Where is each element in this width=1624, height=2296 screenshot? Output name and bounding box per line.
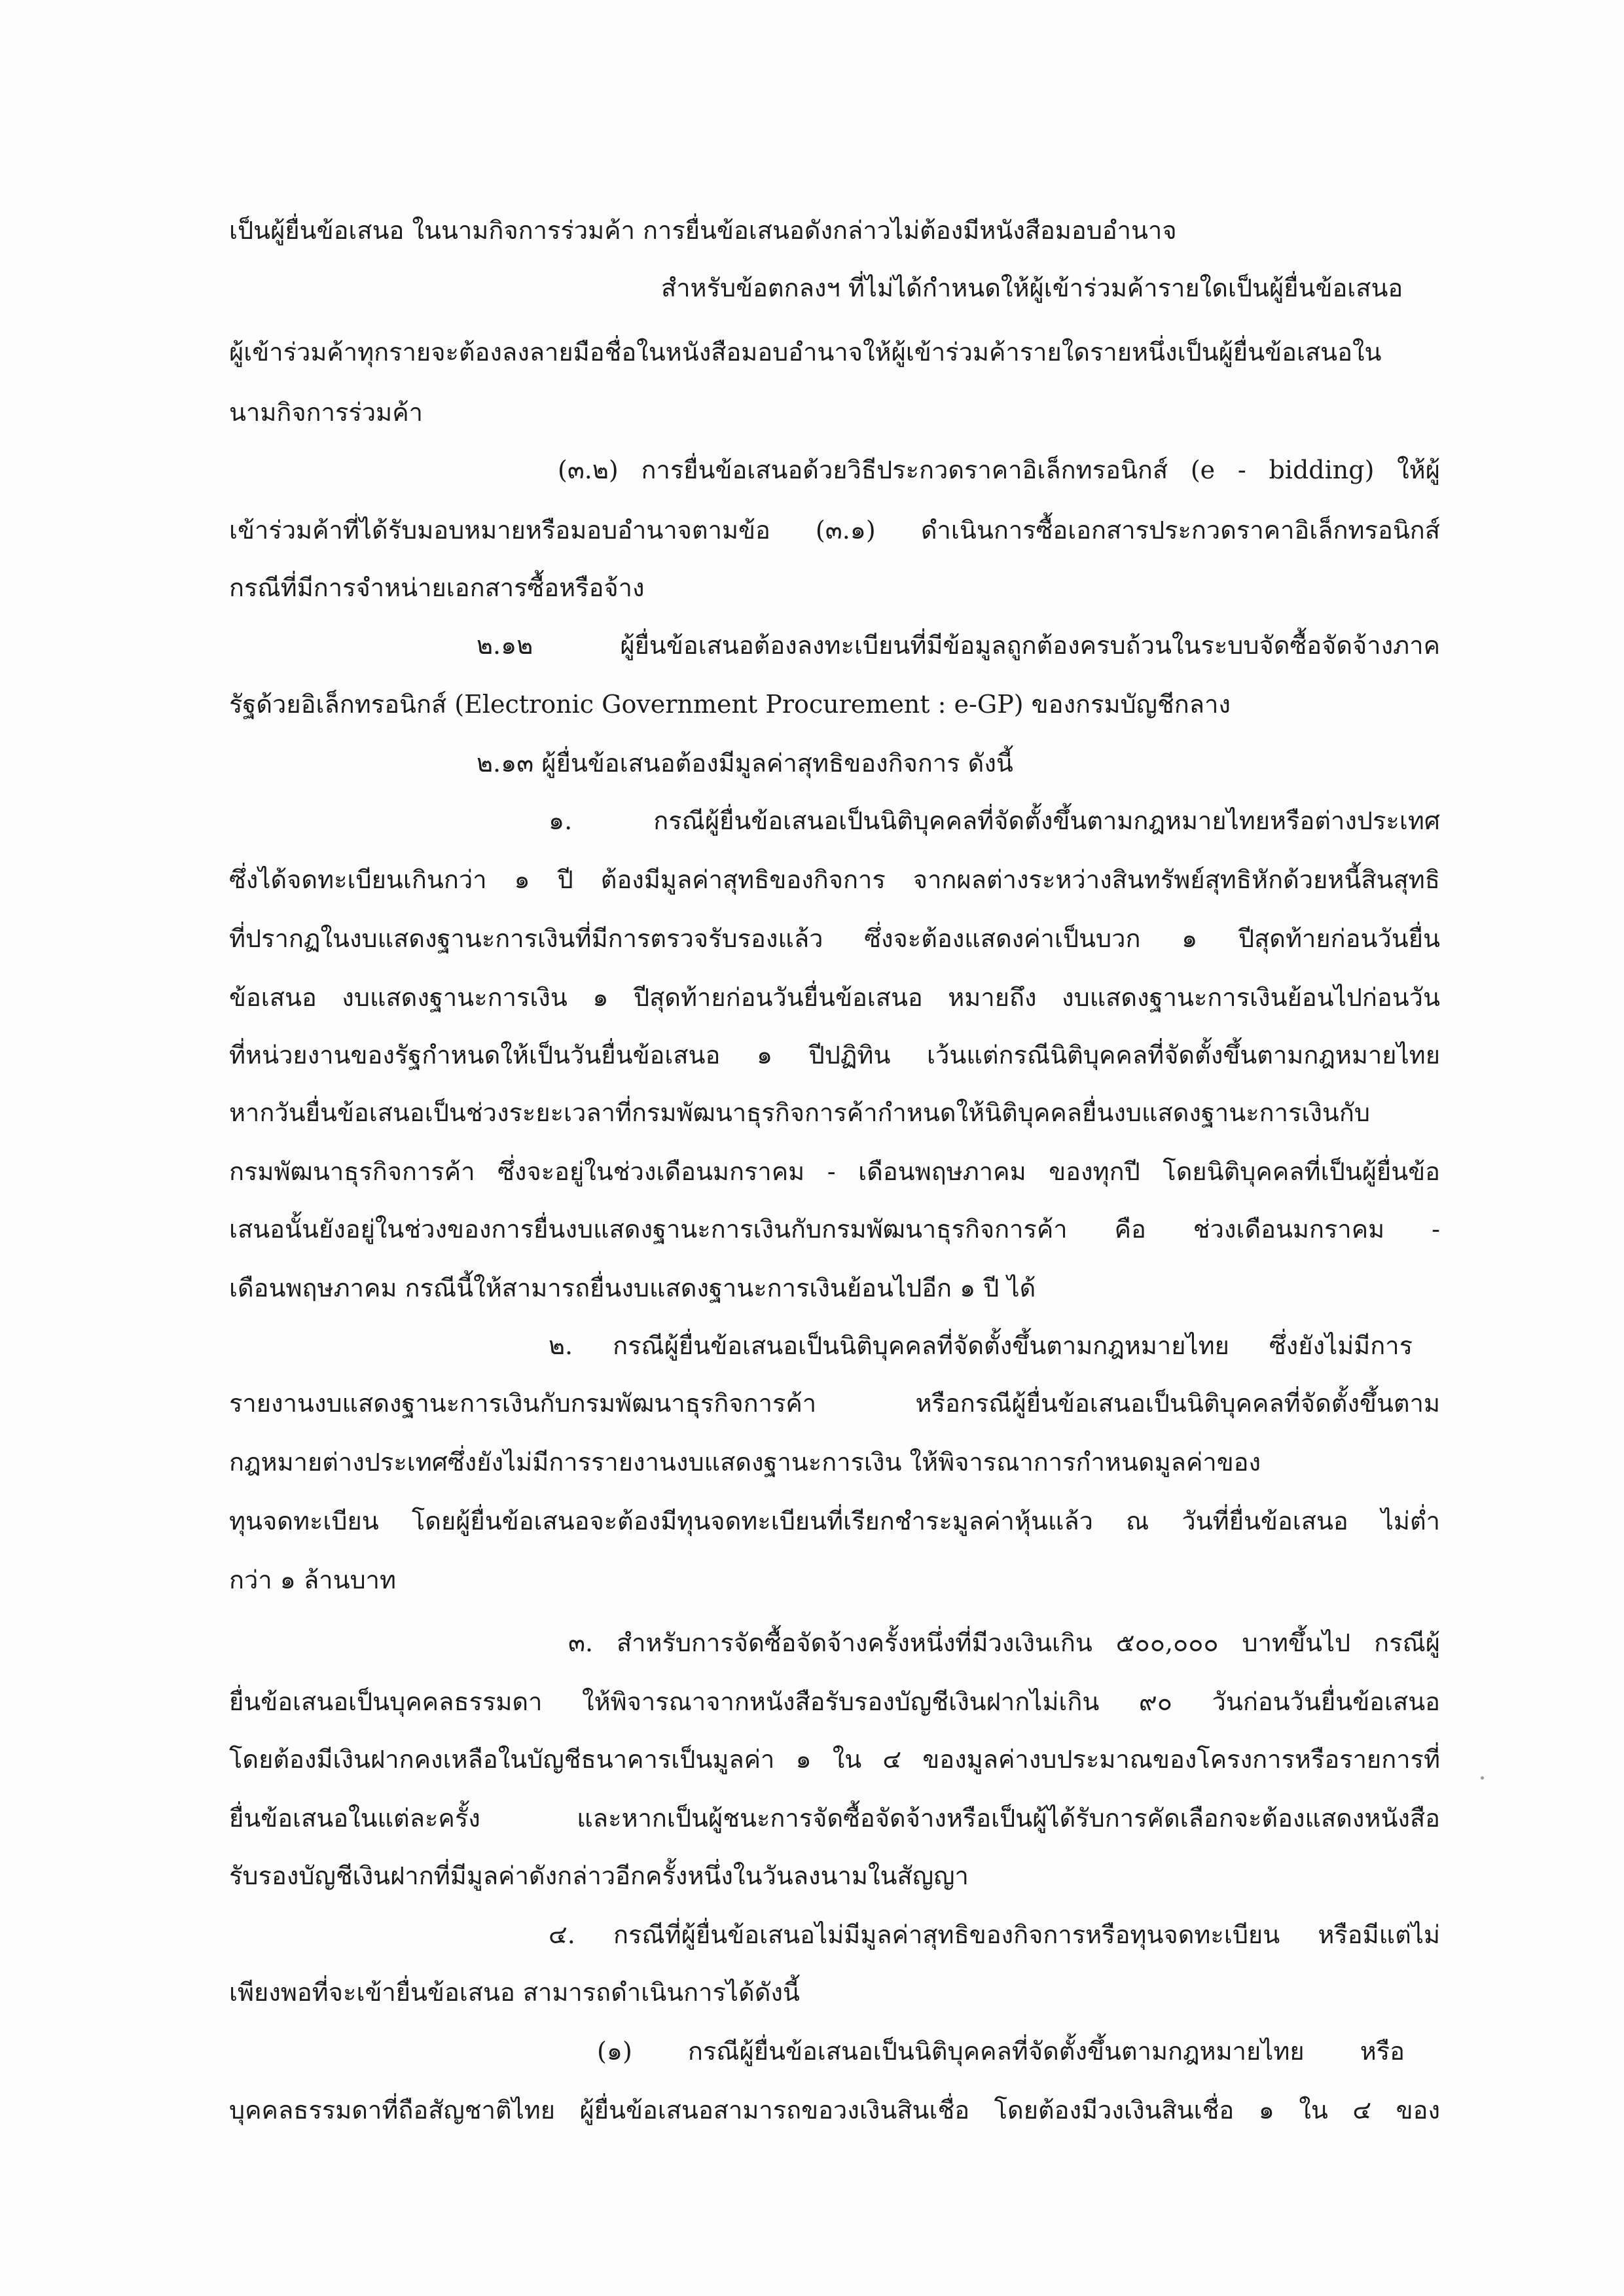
text-line: ซึ่งได้จดทะเบียนเกินกว่า ๑ ปี ต้องมีมูลค่าสุทธิของกิจการ จากผลต่างระหว่างสินทรัพย์สุทธิหักด้วยหนี้สินสุทธิ — [229, 865, 1440, 894]
text-line: ยื่นข้อเสนอเป็นบุคคลธรรมดา ให้พิจารณาจากหนังสือรับรองบัญชีเงินฝากไม่เกิน ๙๐ วันก่อนวันยื่นข้อเสนอ — [229, 1687, 1440, 1716]
text-line: ยื่นข้อเสนอในแต่ละครั้ง และหากเป็นผู้ชนะการจัดซื้อจัดจ้างหรือเป็นผู้ได้รับการคัดเลือกจะต้องแสดงหนังสือ — [229, 1804, 1440, 1833]
text-line: กรมพัฒนาธุรกิจการค้า ซึ่งจะอยู่ในช่วงเดือนมกราคม - เดือนพฤษภาคม ของทุกปี โดยนิติบุคคลที่เป็นผู้ยื่นข้อ — [229, 1157, 1440, 1186]
text-line: ๑. กรณีผู้ยื่นข้อเสนอเป็นนิติบุคคลที่จัดตั้งขึ้นตามกฎหมายไทยหรือต่างประเทศ — [549, 806, 1440, 835]
scan-speck — [1481, 1776, 1484, 1780]
text-line: รายงานงบแสดงฐานะการเงินกับกรมพัฒนาธุรกิจการค้า หรือกรณีผู้ยื่นข้อเสนอเป็นนิติบุคคลที่จัดตั้งขึ้นตาม — [229, 1389, 1440, 1418]
text-line: เป็นผู้ยื่นข้อเสนอ ในนามกิจการร่วมค้า การยื่นข้อเสนอดังกล่าวไม่ต้องมีหนังสือมอบอำนาจ — [229, 216, 1177, 245]
text-line: ทุนจดทะเบียน โดยผู้ยื่นข้อเสนอจะต้องมีทุนจดทะเบียนที่เรียกชำระมูลค่าหุ้นแล้ว ณ วันที่ยื่นข้อเสนอ ไม่ต่ำ — [229, 1507, 1440, 1535]
text-line: หากวันยื่นข้อเสนอเป็นช่วงระยะเวลาที่กรมพัฒนาธุรกิจการค้ากำหนดให้นิติบุคคลยื่นงบแสดงฐานะการเงินกับ — [229, 1098, 1371, 1127]
text-line: ๒. กรณีผู้ยื่นข้อเสนอเป็นนิติบุคคลที่จัดตั้งขึ้นตามกฎหมายไทย ซึ่งยังไม่มีการ — [549, 1331, 1413, 1360]
text-line: ข้อเสนอ งบแสดงฐานะการเงิน ๑ ปีสุดท้ายก่อนวันยื่นข้อเสนอ หมายถึง งบแสดงฐานะการเงินย้อนไปก่อนวัน — [229, 983, 1440, 1012]
text-line: รัฐด้วยอิเล็กทรอนิกส์ (Electronic Government Procurement : e-GP) ของกรมบัญชีกลาง — [229, 690, 1231, 719]
text-line: บุคคลธรรมดาที่ถือสัญชาติไทย ผู้ยื่นข้อเสนอสามารถขอวงเงินสินเชื่อ โดยต้องมีวงเงินสินเชื่อ ๑ ใน ๔ ของ — [229, 2096, 1440, 2125]
text-line: เข้าร่วมค้าที่ได้รับมอบหมายหรือมอบอำนาจตามข้อ (๓.๑) ดำเนินการซื้อเอกสารประกวดราคาอิเล็กทรอนิกส์ — [229, 516, 1440, 545]
text-line: โดยต้องมีเงินฝากคงเหลือในบัญชีธนาคารเป็นมูลค่า ๑ ใน ๔ ของมูลค่างบประมาณของโครงการหรือรายการที่ — [229, 1745, 1440, 1774]
text-line: เดือนพฤษภาคม กรณีนี้ให้สามารถยื่นงบแสดงฐานะการเงินย้อนไปอีก ๑ ปี ได้ — [229, 1274, 1036, 1302]
text-line: กว่า ๑ ล้านบาท — [229, 1566, 397, 1594]
text-line: (๑) กรณีผู้ยื่นข้อเสนอเป็นนิติบุคคลที่จัดตั้งขึ้นตามกฎหมายไทย หรือ — [597, 2037, 1405, 2066]
text-line: ๓. สำหรับการจัดซื้อจัดจ้างครั้งหนึ่งที่มีวงเงินเกิน ๕๐๐,๐๐๐ บาทขึ้นไป กรณีผู้ — [568, 1628, 1440, 1657]
text-line: กรณีที่มีการจำหน่ายเอกสารซื้อหรือจ้าง — [229, 573, 645, 602]
text-line: ๔. กรณีที่ผู้ยื่นข้อเสนอไม่มีมูลค่าสุทธิของกิจการหรือทุนจดทะเบียน หรือมีแต่ไม่ — [549, 1920, 1440, 1949]
text-line: ที่หน่วยงานของรัฐกำหนดให้เป็นวันยื่นข้อเสนอ ๑ ปีปฏิทิน เว้นแต่กรณีนิติบุคคลที่จัดตั้งขึ้นตามกฎหมายไทย — [229, 1041, 1440, 1069]
text-line: เพียงพอที่จะเข้ายื่นข้อเสนอ สามารถดำเนินการได้ดังนี้ — [229, 1978, 800, 2007]
text-line: ผู้เข้าร่วมค้าทุกรายจะต้องลงลายมือชื่อในหนังสือมอบอำนาจให้ผู้เข้าร่วมค้ารายใดรายหนึ่งเป็นผู้ยื่นข้อเสนอใน — [229, 338, 1382, 367]
text-line: (๓.๒) การยื่นข้อเสนอด้วยวิธีประกวดราคาอิเล็กทรอนิกส์ (e - bidding) ให้ผู้ — [558, 456, 1440, 484]
text-line: นามกิจการร่วมค้า — [229, 398, 423, 427]
text-line: กฎหมายต่างประเทศซึ่งยังไม่มีการรายงานงบแสดงฐานะการเงิน ให้พิจารณาการกำหนดมูลค่าของ — [229, 1448, 1261, 1477]
text-line: ที่ปรากฏในงบแสดงฐานะการเงินที่มีการตรวจรับรองแล้ว ซึ่งจะต้องแสดงค่าเป็นบวก ๑ ปีสุดท้ายก่อนวันยื่น — [229, 924, 1440, 953]
text-line: ๒.๑๒ ผู้ยื่นข้อเสนอต้องลงทะเบียนที่มีข้อมูลถูกต้องครบถ้วนในระบบจัดซื้อจัดจ้างภาค — [477, 631, 1440, 660]
text-line: ๒.๑๓ ผู้ยื่นข้อเสนอต้องมีมูลค่าสุทธิของกิจการ ดังนี้ — [477, 749, 1013, 778]
text-line: เสนอนั้นยังอยู่ในช่วงของการยื่นงบแสดงฐานะการเงินกับกรมพัฒนาธุรกิจการค้า คือ ช่วงเดือนมกราคม - — [229, 1215, 1440, 1244]
text-line: สำหรับข้อตกลงฯ ที่ไม่ได้กำหนดให้ผู้เข้าร่วมค้ารายใดเป็นผู้ยื่นข้อเสนอ — [661, 274, 1403, 302]
text-line: รับรองบัญชีเงินฝากที่มีมูลค่าดังกล่าวอีกครั้งหนึ่งในวันลงนามในสัญญา — [229, 1861, 969, 1890]
